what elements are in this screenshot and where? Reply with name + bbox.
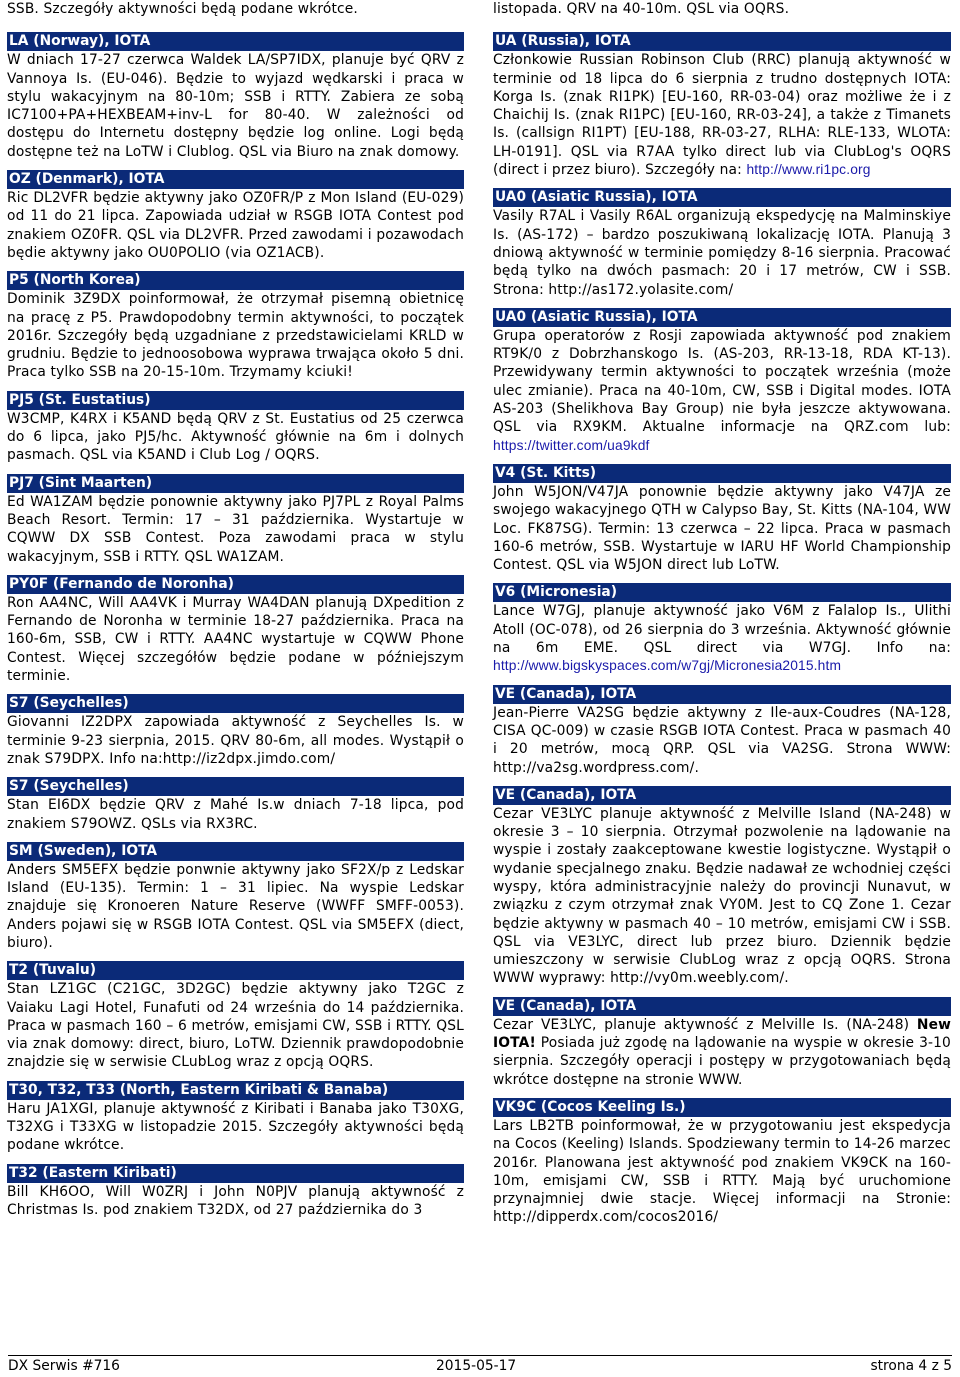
- news-section: [493, 997, 951, 1089]
- left-column: [7, 0, 464, 1219]
- section-body: [7, 713, 464, 768]
- section-heading: PJ5 (St. Eustatius): [7, 391, 464, 410]
- footer-page: strona 4 z 5: [870, 1358, 952, 1374]
- section-body-text: Cezar VE3LYC planuje aktywność z Melville Island (NA-248) w okresie 3 – 10 sierpnia. Otrzymał pozwolenie na lądowanie na wyspie i zostały zaakceptowane kwestie logistyczne. Wystąpił o wydanie specjalnego znaku. Będzie nadawał ze wchodniej części wyspy, która administracyjnie należy do provincji Nunavut, w związku z czym otrzymał znak VY0M. Jest to CQ Zone 1. Cezar będzie aktywny w pasmach 40 – 10 metrów, emisjami CW i SSB. QSL via VE3LYC, direct lub przez biuro. Dziennik będzie umieszczony w serwisie ClubLog wraz z opcją OQRS. Strona WWW wyprawy: http://vy0m.weebly.com/.: [493, 805, 951, 987]
- section-heading: T32 (Eastern Kiribati): [7, 1164, 464, 1183]
- section-heading: LA (Norway), IOTA: [7, 32, 464, 51]
- section-heading: T2 (Tuvalu): [7, 961, 464, 980]
- section-body: [493, 1117, 951, 1227]
- section-heading: S7 (Seychelles): [7, 694, 464, 713]
- news-section: [493, 464, 951, 574]
- section-body-text: Członkowie Russian Robinson Club (RRC) planują aktywność w terminie od 18 lipca do 6 sierpnia z trudno dostępnych IOTA: Korga Is. (znak RI1PK) [EU-160, RR-03-04) oraz możliwe że i z Chaichij Is. (znak RI1PC) [EU-160, RR-03-24], a także z Timanets Is. (callsign RI1PT) [EU-188, RR-03-27, RLHA: RLE-133, WLOTA: LH-0191]. QSL via R7AA tylko direct lub via ClubLog's OQRS (direct i przez biuro). Szczegóły na:: [493, 52, 951, 179]
- section-heading: VE (Canada), IOTA: [493, 685, 951, 704]
- section-body: [7, 1100, 464, 1155]
- news-section: [7, 575, 464, 685]
- news-section: [7, 271, 464, 381]
- news-section: [7, 777, 464, 833]
- section-body: [7, 189, 464, 262]
- section-body: [7, 980, 464, 1071]
- news-section: [7, 1164, 464, 1220]
- section-heading: VE (Canada), IOTA: [493, 997, 951, 1016]
- section-body: [493, 602, 951, 675]
- section-heading: UA (Russia), IOTA: [493, 32, 951, 51]
- section-body: [7, 796, 464, 833]
- news-section: [7, 694, 464, 768]
- section-body: [7, 493, 464, 566]
- section-body-text: Stan EI6DX będzie QRV z Mahé Is.w dniach 7-18 lipca, pod znakiem S79OWZ. QSLs via RX3RC.: [7, 797, 464, 832]
- section-body-text: W dniach 17-27 czerwca Waldek LA/SP7IDX, planuje być QRV z Vannoya Is. (EU-046). Będzie to wyjazd wędkarski i praca w stylu wakacyjnym na 80-10m; SSB i RTTY. Zabiera ze sobą IC7100+PA+HEXBEAM+inv-L for 80-40. W zależności od dostępu do Internetu dostępny będzie log online. Logi będą dostępne też na LoTW i Clublog. QSL via Biuro na znak domowy.: [7, 52, 464, 160]
- section-body: [493, 483, 951, 574]
- news-section: [7, 391, 464, 465]
- section-body-text: Lance W7GJ, planuje aktywność jako V6M z Falalop Is., Ulithi Atoll (OC-078), od 26 sierpnia do 3 września. Aktywność głównie na 6m EME. QSL direct via W7GJ. Info na:: [493, 603, 951, 657]
- footer-issue: DX Serwis #716: [8, 1358, 120, 1374]
- section-body: [493, 327, 951, 455]
- section-body-text: Ric DL2VFR będzie aktywny jako OZ0FR/P z Mon Island (EU-029) od 11 do 21 lipca. Zapowiada udział w RSGB IOTA Contest pod znakiem OZ0FR. QSL via DL2VFR. Przed zawodami i pozawodach będie aktywny jako OU0POLIO (via OZ1ACB).: [7, 190, 464, 261]
- section-heading: T30, T32, T33 (North, Eastern Kiribati & Banaba): [7, 1081, 464, 1100]
- section-body-text: Bill KH6OO, Will W0ZRJ i John N0PJV planują aktywność z Christmas Is. pod znakiem T32DX, od 27 października do 3: [7, 1183, 464, 1218]
- news-section: [7, 32, 464, 161]
- section-heading: P5 (North Korea): [7, 271, 464, 290]
- news-section: [493, 583, 951, 675]
- section-body: [493, 51, 951, 179]
- section-body-text: Vasily R7AL i Vasily R6AL organizują ekspedycję na Malminskiye Is. (AS-172) – bardzo poszukiwaną lokalizację IOTA. Planują 3 dniową aktywność w terminie pomiędzy 8-16 sierpnia. Pracować będą tylko na dwóch pasmach: 20 i 17 metrów, CW i SSB. Strona: http://as172.yolasite.com/: [493, 208, 951, 298]
- news-section: [493, 1098, 951, 1227]
- news-section: [493, 32, 951, 179]
- section-body: [7, 1183, 464, 1220]
- section-body: [7, 594, 464, 685]
- news-section: [7, 1081, 464, 1155]
- section-link[interactable]: http://www.ri1pc.org: [746, 162, 871, 178]
- section-heading: S7 (Seychelles): [7, 777, 464, 796]
- section-heading: VE (Canada), IOTA: [493, 786, 951, 805]
- section-heading: VK9C (Cocos Keeling Is.): [493, 1098, 951, 1117]
- section-body-text: W3CMP, K4RX i K5AND będą QRV z St. Eustatius od 25 czerwca do 6 lipca, jako PJ5/hc. Aktywność głównie na 6m i dolnych pasmach. QSL via K5AND i Club Log / OQRS.: [7, 410, 464, 464]
- news-section: [493, 308, 951, 455]
- section-body-text: Dominik 3Z9DX poinformował, że otrzymał pisemną obietnicę na pracę z P5. Prawdopodobny termin aktywności, to początek 2016r. Szczegóły będą uzgadniane z przedstawicielami KRLD w grudniu. Będzie to jednoosobowa wyprawa trwająca około 5 dni. Praca tylko SSB na 20-15-10m. Trzymamy kciuki!: [7, 291, 464, 381]
- section-heading: SM (Sweden), IOTA: [7, 842, 464, 861]
- section-link[interactable]: https://twitter.com/ua9kdf: [493, 437, 650, 453]
- section-heading: OZ (Denmark), IOTA: [7, 170, 464, 189]
- section-body-text: Ed WA1ZAM będzie ponownie aktywny jako PJ7PL z Royal Palms Beach Resort. Termin: 17 – 31 października. Wystartuje w CQWW DX SSB Contest. Poza zawodami praca w stylu wakacyjnym, SSB i RTTY. QSL WA1ZAM.: [7, 493, 464, 565]
- section-heading: UA0 (Asiatic Russia), IOTA: [493, 188, 951, 207]
- section-body: [7, 51, 464, 161]
- section-link[interactable]: http://www.bigskyspaces.com/w7gj/Micronesia2015.htm: [493, 658, 842, 674]
- footer-date: 2015-05-17: [436, 1358, 517, 1374]
- section-body: [7, 290, 464, 381]
- news-section: [7, 474, 464, 566]
- page-footer: [8, 1356, 952, 1376]
- news-section: [493, 188, 951, 298]
- section-body-text: Ron AA4NC, Will AA4VK i Murray WA4DAN planują DXpedition z Fernando de Noronha w terminie 18-27 października. Praca na 160-6m, SSB, CW i RTTY. AA4NC wystartuje w CQWW Phone Contest. Więcej szczegółów będzie podane w późniejszym terminie.: [7, 594, 464, 685]
- section-heading: PJ7 (Sint Maarten): [7, 474, 464, 493]
- section-heading: PY0F (Fernando de Noronha): [7, 575, 464, 594]
- section-body-text: Jean-Pierre VA2SG będzie aktywny z Ile-aux-Coudres (NA-128, CISA QC-009) w czasie RSGB IOTA Contest. Praca w pasmach 40 i 20 metrów, mocą QRP. QSL via VA2SG. Strona WWW: http://va2sg.wordpress.com/.: [493, 704, 951, 776]
- section-body-text: Giovanni IZ2DPX zapowiada aktywność z Seychelles Is. w terminie 9-23 sierpnia, 2015. QRV 80-6m, all modes. Wystąpił o znak S79DPX. Info na:http://iz2dpx.jimdo.com/: [7, 714, 464, 767]
- section-body: [7, 861, 464, 952]
- right-intro: listopada. QRV na 40-10m. QSL via OQRS.: [493, 1, 790, 17]
- section-body-text: Anders SM5EFX będzie ponwnie aktywny jako SF2X/p z Ledskar Island (EU-135). Termin: 1 – 31 lipiec. Na wyspie Ledskar znajduje się Kronoeren Nature Reserve (WWFF SMFF-0053). Anders pojawi się w RSGB IOTA Contest. QSL via SM5EFX (diect, biuro).: [7, 861, 464, 951]
- section-heading: V6 (Micronesia): [493, 583, 951, 602]
- section-body-lead: Cezar VE3LYC, planuje aktywność z Melville Is. (NA-248): [493, 1016, 917, 1033]
- section-heading: UA0 (Asiatic Russia), IOTA: [493, 308, 951, 327]
- section-body-text: John W5JON/V47JA ponownie będzie aktywny jako V47JA ze swojego wakacyjnego QTH w Calypso Bay, St. Kitts (NA-104, WW Loc. FK87SG). Termin: 13 czerwca – 22 lipca. Praca w pasmach 160-6 metrów, SSB. Wystartuje w IARU HF World Championship Contest. QSL via W5JON direct lub LoTW.: [493, 483, 952, 574]
- section-body-text: Posiada już zgodę na lądowanie na wyspie w okresie 3-10 sierpnia. Szczegóły operacji i postępy w przygotowaniach będą wkrótce dostępne na stronie WWW.: [493, 1035, 951, 1088]
- section-body: [493, 1016, 951, 1089]
- right-column: [493, 0, 951, 1227]
- section-body-text: Stan LZ1GC (C21GC, 3D2GC) będzie aktywny jako T2GC z Vaiaku Lagi Hotel, Funafuti od 24 września do 14 października. Praca w pasmach 160 – 6 metrów, emisjami CW, SSB i RTTY. QSL via znak domowy: direct, biuro, LoTW. Dziennik prawdopodobnie znajdzie się w serwisie CLubLog wraz z opcją OQRS.: [7, 981, 464, 1071]
- news-section: [7, 170, 464, 262]
- section-body-text: Grupa operatorów z Rosji zapowiada aktywność pod znakiem RT9K/0 z Dobrzhanskogo Is. (AS-203, RR-13-18, RDA KT-13). Przewidywany termin aktywności to początek września (może ulec zmianie). Praca na 40-10m, CW, SSB i Digital modes. IOTA AS-203 (Shelikhova Bay Group) nie była jeszcze aktywowana. QSL via RX9KM. Aktualne informacje na QRZ.com lub:: [493, 327, 951, 436]
- left-intro: SSB. Szczegóły aktywności będą podane wkrótce.: [7, 1, 358, 17]
- section-body: [493, 207, 951, 298]
- section-body: [493, 805, 951, 988]
- section-body: [7, 410, 464, 465]
- news-section: [493, 786, 951, 988]
- news-section: [493, 685, 951, 777]
- section-body: [493, 704, 951, 777]
- section-heading: V4 (St. Kitts): [493, 464, 951, 483]
- section-body-text: Haru JA1XGI, planuje aktywność z Kiribati i Banaba jako T30XG, T32XG i T33XG w listopadzie 2015. Szczegóły aktywności będą podane wkrótce.: [7, 1100, 464, 1154]
- news-section: [7, 961, 464, 1071]
- section-body-text: Lars LB2TB poinformował, że w przygotowaniu jest ekspedycja na Cocos (Keeling) Islands. Spodziewany termin to 14-26 marzec 2016r. Planowana jest aktywność pod znakiem VK9CK na 160-10m, emisjami CW, SSB i RTTY. Mają być uruchomione przynajmniej dwie stacje. Więcej informacji na Stronie: http://dipperdx.com/cocos2016/: [493, 1117, 951, 1226]
- news-section: [7, 842, 464, 952]
- section-highlight: New IOTA!: [493, 1016, 951, 1052]
